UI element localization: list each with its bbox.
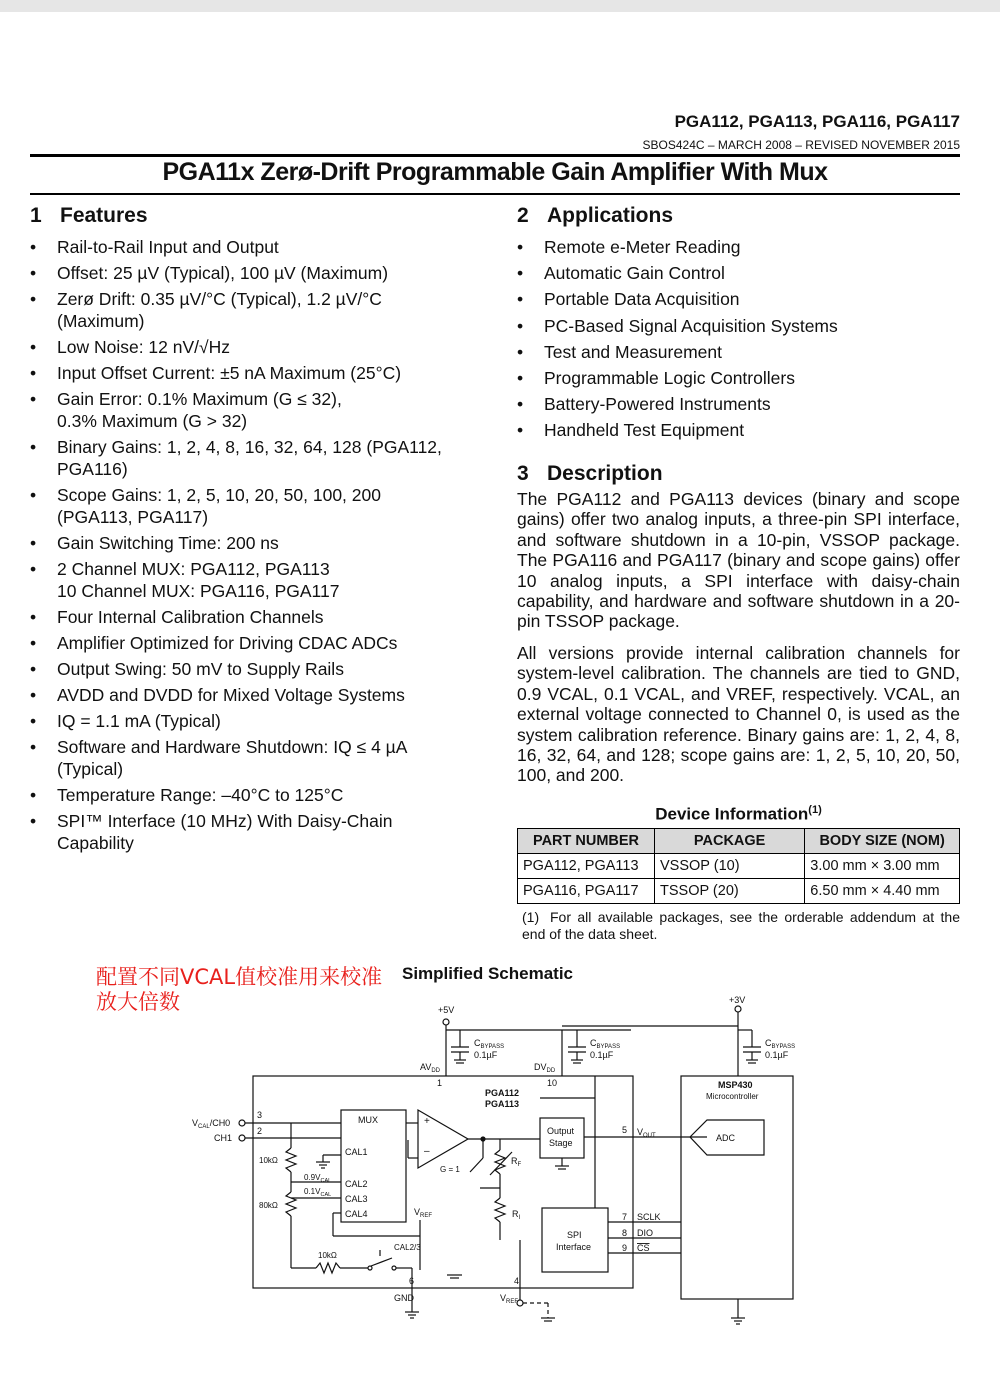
rf-sub: F bbox=[517, 1162, 522, 1168]
application-item: • Battery-Powered Instruments bbox=[517, 393, 960, 415]
applications-number: 2 bbox=[517, 204, 529, 227]
ch0-label: /CH0 bbox=[209, 1118, 231, 1128]
r10k-label: 10kΩ bbox=[259, 1156, 278, 1165]
mux-box bbox=[341, 1110, 406, 1222]
feature-line: Zerø Drift: 0.35 µV/°C (Typical), 1.2 µV/°C bbox=[57, 289, 382, 309]
cap2-value: 0.1µF bbox=[590, 1050, 614, 1060]
pin10-label: 10 bbox=[547, 1078, 558, 1088]
feature-line: 10 Channel MUX: PGA116, PGA117 bbox=[57, 581, 340, 601]
chinese-annotation: 配置不同VCAL值校准用来校准放大倍数 bbox=[96, 965, 383, 1014]
cal4-label: CAL4 bbox=[345, 1209, 368, 1219]
vout-sub: OUT bbox=[643, 1133, 656, 1139]
application-item: • Programmable Logic Controllers bbox=[517, 367, 960, 389]
spi-label-1: SPI bbox=[567, 1230, 582, 1240]
feature-line: Output Swing: 50 mV to Supply Rails bbox=[57, 659, 344, 679]
output-stage-label-2: Stage bbox=[549, 1138, 573, 1148]
svg-text:VCAL/CH0 bbox=[192, 1118, 230, 1130]
application-item: • Remote e-Meter Reading bbox=[517, 236, 960, 258]
table-header: PACKAGE bbox=[655, 829, 805, 854]
table-cell: VSSOP (10) bbox=[655, 854, 805, 879]
op-amp-minus: – bbox=[424, 1146, 430, 1157]
svg-text:0.1VCAL bbox=[304, 1187, 331, 1198]
feature-line: 0.3% Maximum (G > 32) bbox=[57, 411, 248, 431]
cap1-value: 0.1µF bbox=[474, 1050, 498, 1060]
pin8-label: 8 bbox=[622, 1228, 628, 1238]
table-header: BODY SIZE (NOM) bbox=[805, 829, 960, 854]
dvdd-label: DV bbox=[534, 1062, 547, 1072]
pin9-label: 9 bbox=[622, 1243, 628, 1253]
cs-label: CS bbox=[637, 1243, 650, 1253]
feature-line: Gain Switching Time: 200 ns bbox=[57, 533, 279, 553]
feature-line: Binary Gains: 1, 2, 4, 8, 16, 32, 64, 128 (PGA112, bbox=[57, 437, 442, 457]
features-number: 1 bbox=[30, 204, 42, 227]
application-item: • Test and Measurement bbox=[517, 341, 960, 363]
cbypass2-label: C bbox=[590, 1038, 597, 1048]
cbypass1-label: C bbox=[474, 1038, 481, 1048]
avdd-sub: DD bbox=[431, 1068, 441, 1074]
chip-label-1: PGA112 bbox=[485, 1088, 520, 1098]
r80k-label: 80kΩ bbox=[259, 1201, 278, 1210]
output-stage-label-1: Output bbox=[547, 1126, 575, 1136]
ch1-label: CH1 bbox=[214, 1133, 233, 1143]
ri-label: R bbox=[512, 1209, 519, 1219]
svg-text:CBYPASS bbox=[765, 1038, 795, 1050]
v09-label: 0.9V bbox=[304, 1173, 321, 1182]
application-item: • Automatic Gain Control bbox=[517, 262, 960, 284]
feature-line: Rail-to-Rail Input and Output bbox=[57, 237, 279, 257]
cbypass1-sub: BYPASS bbox=[480, 1044, 505, 1050]
device-info-title-text: Device Information bbox=[655, 804, 809, 824]
cal1-label: CAL1 bbox=[345, 1147, 368, 1157]
svg-text:CBYPASS bbox=[590, 1038, 620, 1050]
svg-text:CBYPASS bbox=[474, 1038, 504, 1050]
header-doc-info: SBOS424C – MARCH 2008 – REVISED NOVEMBER 2015 bbox=[642, 138, 960, 152]
applications-title: Applications bbox=[547, 204, 674, 227]
ri-sub: I bbox=[518, 1215, 521, 1221]
v01-label: 0.1V bbox=[304, 1187, 321, 1196]
feature-line: Temperature Range: –40°C to 125°C bbox=[57, 785, 344, 805]
feature-line: Four Internal Calibration Channels bbox=[57, 607, 324, 627]
cal2-label: CAL2 bbox=[345, 1179, 368, 1189]
feature-line: (Typical) bbox=[57, 759, 124, 779]
r10k2-label: 10kΩ bbox=[318, 1251, 337, 1260]
feature-line: SPI™ Interface (10 MHz) With Daisy-Chain bbox=[57, 811, 393, 831]
description-number: 3 bbox=[517, 462, 529, 485]
v3-terminal bbox=[735, 1006, 741, 1012]
description-paragraph-2: All versions provide internal calibration channels for system-level calibration. The channels are tied to GND, 0.9 VCAL, 0.1 VCAL, and VREF, respectively. VCAL, an external voltage connected to Channel 0, is used as the system calibration reference. Binary gains are: 1, 2, 4, 8, 16, 32, 64, and 128; scope gains are: 1, 2, 5, 10, 20, 50, 100, and 200. bbox=[517, 643, 960, 786]
features-title: Features bbox=[60, 204, 148, 227]
schematic-title: Simplified Schematic bbox=[402, 964, 573, 983]
cbypass3-sub: BYPASS bbox=[771, 1044, 796, 1050]
v3-label: +3V bbox=[729, 995, 746, 1005]
mcu-label: MSP430 bbox=[718, 1080, 753, 1090]
gnd-label: GND bbox=[394, 1293, 414, 1303]
device-info-title-note: (1) bbox=[808, 804, 822, 816]
pin4-label: 4 bbox=[514, 1276, 520, 1286]
vout-label: V bbox=[637, 1127, 644, 1137]
svg-text:VREF bbox=[414, 1207, 432, 1219]
v09-sub: CAL bbox=[320, 1178, 332, 1184]
pin7-label: 7 bbox=[622, 1212, 628, 1222]
pin5-label: 5 bbox=[622, 1125, 628, 1135]
description-title: Description bbox=[547, 462, 663, 485]
avdd-label: AV bbox=[420, 1062, 432, 1072]
header-part-numbers: PGA112, PGA113, PGA116, PGA117 bbox=[674, 112, 960, 131]
cbypass2-sub: BYPASS bbox=[596, 1044, 621, 1050]
v01-sub: CAL bbox=[320, 1192, 332, 1198]
pin1-label: 1 bbox=[437, 1078, 443, 1088]
document-title: PGA11x Zerø-Drift Programmable Gain Amplifier With Mux bbox=[162, 158, 828, 186]
feature-line: AVDD and DVDD for Mixed Voltage Systems bbox=[57, 685, 405, 705]
svg-text:AVDD bbox=[420, 1062, 441, 1074]
feature-line: PGA116) bbox=[57, 459, 128, 479]
svg-text:RI bbox=[512, 1209, 521, 1221]
op-amp-plus: + bbox=[424, 1116, 430, 1127]
table-cell: PGA112, PGA113 bbox=[518, 854, 655, 879]
application-item: • Portable Data Acquisition bbox=[517, 288, 960, 310]
adc-label: ADC bbox=[716, 1133, 736, 1143]
feature-line: Low Noise: 12 nV/√Hz bbox=[57, 337, 231, 357]
table-header: PART NUMBER bbox=[518, 829, 655, 854]
mcu-sublabel: Microcontroller bbox=[706, 1092, 759, 1101]
svg-text:RF bbox=[511, 1156, 522, 1168]
table-cell: PGA116, PGA117 bbox=[518, 879, 655, 904]
feature-line: Input Offset Current: ±5 nA Maximum (25°C) bbox=[57, 363, 402, 383]
cal23-label: CAL2/3 bbox=[394, 1243, 421, 1252]
spi-label-2: Interface bbox=[556, 1242, 592, 1252]
sclk-label: SCLK bbox=[637, 1212, 661, 1222]
feature-line: Offset: 25 µV (Typical), 100 µV (Maximum) bbox=[57, 263, 389, 283]
pin3-label: 3 bbox=[257, 1110, 263, 1120]
table-cell: 6.50 mm × 4.40 mm bbox=[805, 879, 960, 904]
feature-line: (Maximum) bbox=[57, 311, 145, 331]
svg-text:DVDD bbox=[534, 1062, 556, 1074]
vcal-label: V bbox=[192, 1118, 199, 1128]
dio-label: DIO bbox=[637, 1228, 654, 1238]
rf-label: R bbox=[511, 1156, 518, 1166]
feature-line: Software and Hardware Shutdown: IQ ≤ 4 µA bbox=[57, 737, 408, 757]
unity-gain-label: G = 1 bbox=[440, 1165, 460, 1174]
pin6-label: 6 bbox=[409, 1276, 415, 1286]
svg-text:VREF bbox=[500, 1293, 518, 1305]
feature-line: 2 Channel MUX: PGA112, PGA113 bbox=[57, 559, 330, 579]
description-paragraph-1: The PGA112 and PGA113 devices (binary and scope gains) offer two analog inputs, a three-pin SPI interface, and software shutdown in a 10-pin, VSSOP package. The PGA116 and PGA117 (binary and scope gains) offer 10 analog inputs, a SPI interface with daisy-chain capability, and hardware and software shutdown in a 20-pin TSSOP package. bbox=[517, 489, 960, 632]
cap3-value: 0.1µF bbox=[765, 1050, 789, 1060]
cbypass3-label: C bbox=[765, 1038, 772, 1048]
vref-pin-sub: REF bbox=[506, 1299, 519, 1305]
mcu-box bbox=[681, 1076, 793, 1299]
feature-line: (PGA113, PGA117) bbox=[57, 507, 209, 527]
vref-sub: REF bbox=[420, 1213, 433, 1219]
application-item: • PC-Based Signal Acquisition Systems bbox=[517, 315, 960, 337]
vref-label: V bbox=[414, 1207, 421, 1217]
pin2-label: 2 bbox=[257, 1126, 263, 1136]
v5-terminal bbox=[443, 1019, 449, 1025]
table-cell: 3.00 mm × 3.00 mm bbox=[805, 854, 960, 879]
feature-line: Capability bbox=[57, 833, 134, 853]
cal3-label: CAL3 bbox=[345, 1194, 368, 1204]
application-item: • Handheld Test Equipment bbox=[517, 419, 960, 441]
mux-label: MUX bbox=[358, 1115, 378, 1125]
feature-line: IQ = 1.1 mA (Typical) bbox=[57, 711, 221, 731]
v5-label: +5V bbox=[438, 1005, 455, 1015]
feature-line: Gain Error: 0.1% Maximum (G ≤ 32), bbox=[57, 389, 342, 409]
footnote-text: For all available packages, see the orderable addendum at the end of the data sheet. bbox=[522, 909, 960, 942]
dvdd-sub: DD bbox=[546, 1068, 556, 1074]
feature-line: Amplifier Optimized for Driving CDAC ADCs bbox=[57, 633, 398, 653]
vref-pin-label: V bbox=[500, 1293, 507, 1303]
spi-interface-box bbox=[542, 1208, 608, 1272]
footnote-mark: (1) bbox=[522, 909, 540, 925]
chip-label-2: PGA113 bbox=[485, 1099, 520, 1109]
table-cell: TSSOP (20) bbox=[655, 879, 805, 904]
feature-line: Scope Gains: 1, 2, 5, 10, 20, 50, 100, 200 bbox=[57, 485, 381, 505]
vcal-sub: CAL bbox=[198, 1124, 210, 1130]
